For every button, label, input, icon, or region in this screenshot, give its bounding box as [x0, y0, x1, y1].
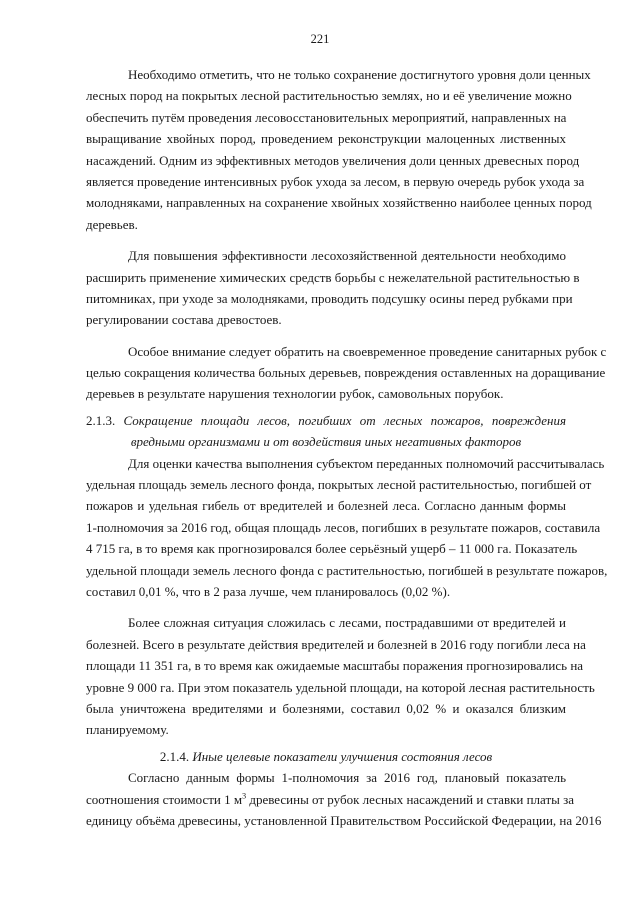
text-line: насаждений. Одним из эффективных методов увеличения доли ценных древесных пород: [86, 152, 580, 168]
heading-number: 2.1.3.: [86, 412, 116, 428]
text-line: единицу объёма древесины, установленной Правительством Российской Федерации, на 2016: [86, 812, 602, 828]
heading-number: 2.1.4.: [159, 748, 190, 764]
text-line: площади 11 351 га, в то время как ожидаемые масштабы поражения прогнозировались на: [86, 658, 584, 674]
text-line: Для повышения эффективности лесохозяйственной деятельности необходимо: [128, 248, 566, 264]
heading-line: [86, 746, 566, 767]
heading-title: Сокращение площади лесов, погибших от лесных пожаров, повреждения: [123, 412, 567, 428]
section-heading-2-1-4: [86, 746, 566, 767]
text-line: 1-полномочия за 2016 год, общая площадь лесов, погибших в результате пожаров, составила: [86, 519, 601, 535]
text-line: удельная площадь земель лесного фонда, покрытых лесной растительностью, погибшей от: [86, 477, 592, 493]
text-line: выращивание хвойных пород, проведением реконструкции малоценных лиственных: [86, 131, 566, 147]
text-line: расширить применение химических средств борьбы с нежелательной растительностью в: [86, 269, 580, 285]
paragraph-timber-cost: [86, 767, 602, 831]
text-line: уровне 9 000 га. При этом показатель удельной площади, на которой лесная растительность: [86, 679, 595, 695]
text-line: Особое внимание следует обратить на своевременное проведение санитарных рубок с: [128, 343, 607, 359]
heading-title: Иные целевые показатели улучшения состояния лесов: [192, 748, 493, 764]
text-line: питомниках, при уходе за молодняками, проводить подсушку осины перед рубками при: [86, 290, 573, 306]
text-line: болезней. Всего в результате действия вредителей и болезней в 2016 году погибли леса на: [86, 636, 586, 652]
text-line: лесных пород на покрытых лесной растительностью землях, но и её увеличение можно: [86, 88, 572, 104]
text-line: Согласно данным формы 1-полномочия за 2016 год, плановый показатель: [128, 770, 566, 786]
text-line: планируемому.: [86, 722, 169, 738]
text-line: деревьев.: [86, 216, 138, 232]
paragraph-sanitary-felling: [86, 341, 607, 405]
paragraph-valuable-species: [86, 64, 592, 235]
text-line: является проведение интенсивных рубок ухода за лесом, в первую очередь рубок ухода за: [86, 173, 585, 189]
text-line: обеспечить путём проведения лесовосстановительных мероприятий, направленных на: [86, 109, 567, 125]
text-line: Необходимо отметить, что не только сохранение достигнутого уровня доли ценных: [128, 67, 591, 82]
page-number: 221: [310, 32, 330, 46]
paragraph-fire-losses: [86, 453, 608, 603]
text-line: соотношения стоимости 1 $м^3$ древесины от рубок лесных насаждений и ставки платы за: [86, 791, 575, 807]
document-body: [86, 64, 608, 831]
section-heading-2-1-3: [86, 410, 566, 453]
paragraph-chemical-control: [86, 245, 580, 331]
text-line: 4 715 га, в то время как прогнозировался более серьёзный ущерб – 11 000 га. Показатель: [86, 541, 578, 557]
superscript: 3: [242, 791, 247, 801]
text-line: деревьев в результате нарушения технологии рубок, самовольных порубок.: [86, 386, 504, 402]
text-line: составил 0,01 %, что в 2 раза лучше, чем планировалось (0,02 %).: [86, 583, 451, 599]
text-line: пожаров и удельная гибель от вредителей и болезней леса. Согласно данным формы: [86, 498, 566, 514]
text-line: молодняками, направленных на сохранение хвойных хозяйственно наиболее ценных пород: [86, 195, 592, 211]
text-line: Более сложная ситуация сложилась с лесами, пострадавшими от вредителей и: [128, 615, 566, 631]
text-line: Для оценки качества выполнения субъектом переданных полномочий рассчитывалась: [128, 455, 605, 471]
text-line: удельной площади земель лесного фонда с растительностью, погибшей в результате пожаров,: [86, 562, 608, 578]
text-line: регулировании состава древостоев.: [86, 312, 282, 328]
text-line: была уничтожена вредителями и болезнями, составил 0,02 % и оказался близким: [86, 700, 566, 716]
heading-line: вредными организмами и от воздействия иных негативных факторов: [130, 434, 522, 450]
paragraph-pests-diseases: [86, 612, 595, 740]
heading-line: [86, 410, 566, 431]
text-line: целью сокращения количества больных деревьев, повреждения оставленных на доращивание: [86, 365, 606, 381]
